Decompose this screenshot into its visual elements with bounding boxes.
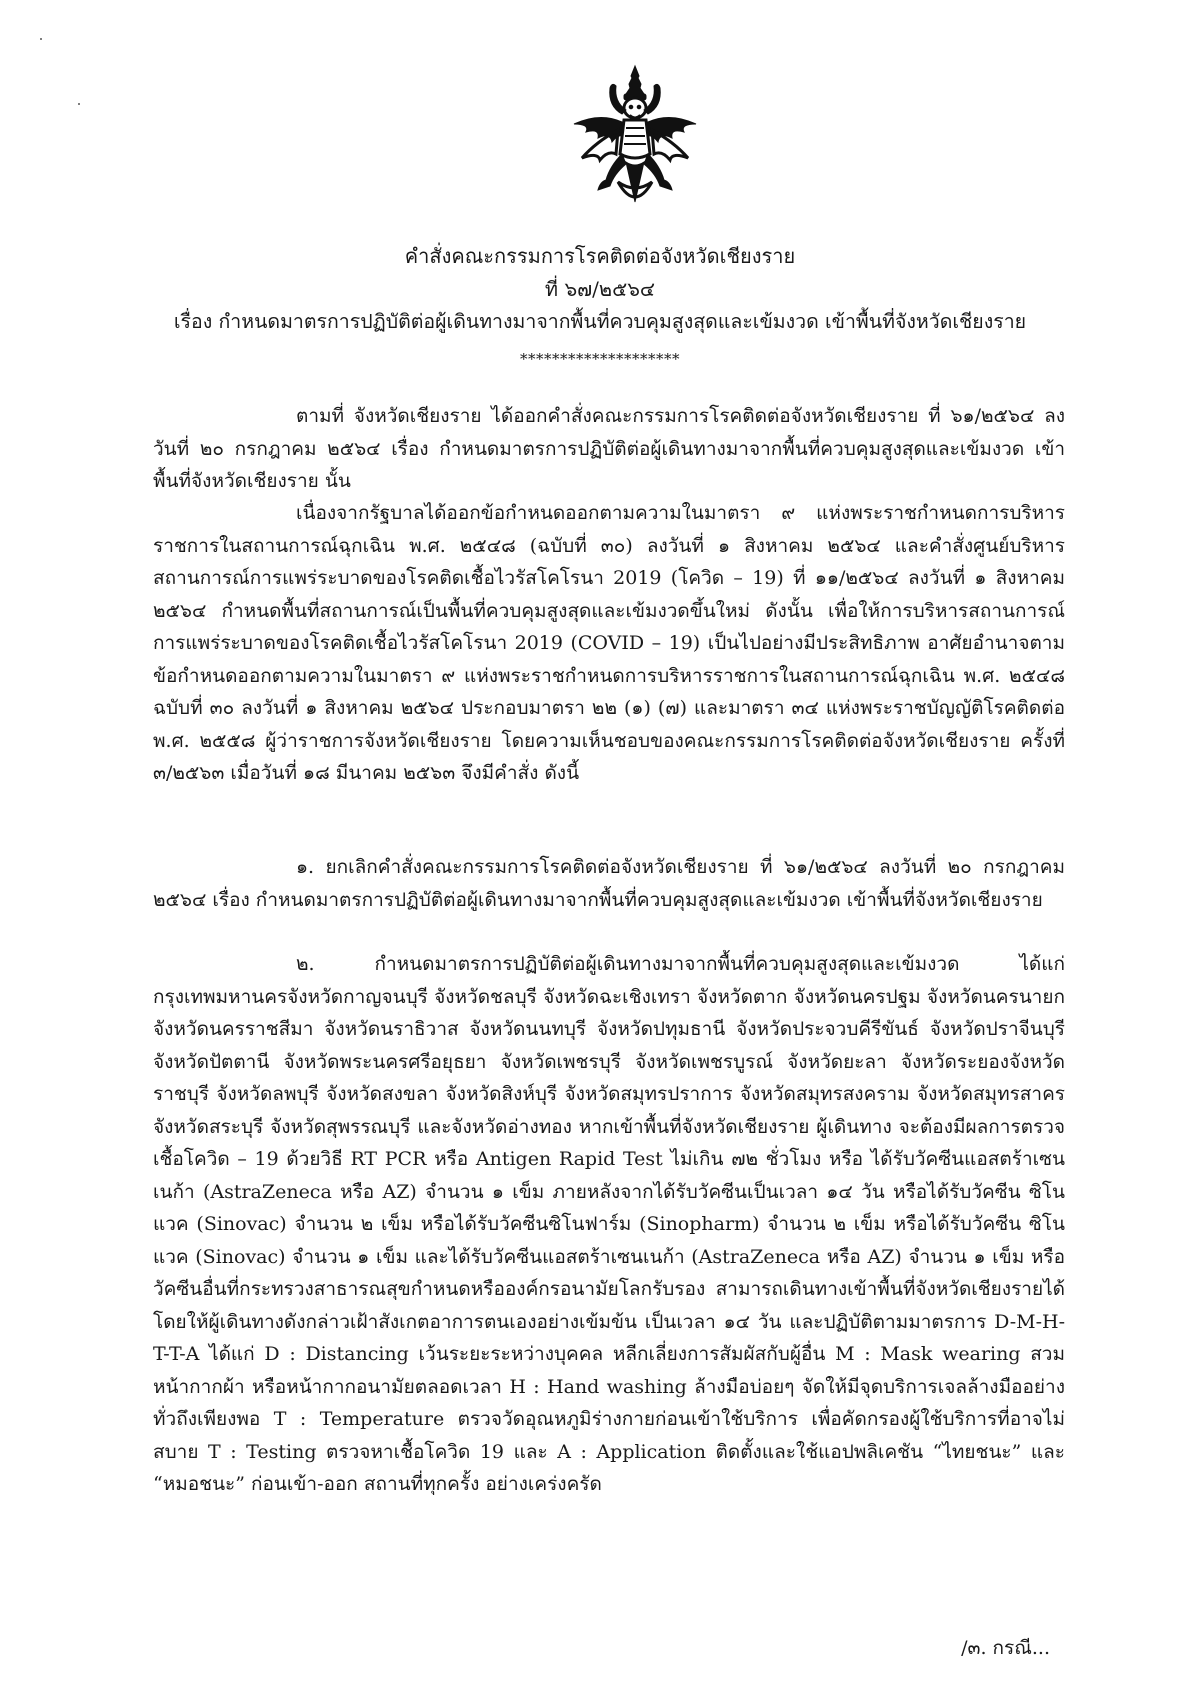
scan-speck <box>40 38 42 40</box>
order-subject: เรื่อง กำหนดมาตรการปฏิบัติต่อผู้เดินทางมาจากพื้นที่ควบคุมสูงสุดและเข้มงวด เข้าพื้นที่จังหวัดเชียงราย <box>173 310 1027 333</box>
order-title: คำสั่งคณะกรรมการโรคติดต่อจังหวัดเชียงราย <box>404 244 796 268</box>
page-continuation: /๓. กรณี... <box>961 1637 1050 1659</box>
garuda-emblem-icon <box>560 62 710 212</box>
paragraph-authority: เนื่องจากรัฐบาลได้ออกข้อกำหนดออกตามความในมาตรา ๙ แห่งพระราชกำหนดการบริหารราชการในสถานการณ์ฉุกเฉิน พ.ศ. ๒๕๔๘ (ฉบับที่ ๓๐) ลงวันที่ ๑ สิงหาคม ๒๕๖๔ และคำสั่งศูนย์บริหารสถานการณ์การแพร่ระบาดของโรคติดเชื้อไวรัสโคโรนา 2019 (โควิด – 19) ที่ ๑๑/๒๕๖๔ ลงวันที่ ๑ สิงหาคม ๒๕๖๔ กำหนดพื้นที่สถานการณ์เป็นพื้นที่ควบคุมสูงสุดและเข้มงวดขึ้นใหม่ ดังนั้น เพื่อให้การบริหารสถานการณ์การแพร่ระบาดของโรคติดเชื้อไวรัสโคโรนา 2019 (COVID – 19) เป็นไปอย่างมีประสิทธิภาพ อาศัยอำนาจตามข้อกำหนดออกตามความในมาตรา ๙ แห่งพระราชกำหนดการบริหารราชการในสถานการณ์ฉุกเฉิน พ.ศ. ๒๕๔๘ ฉบับที่ ๓๐ ลงวันที่ ๑ สิงหาคม ๒๕๖๔ ประกอบมาตรา ๒๒ (๑) (๗) และมาตรา ๓๔ แห่งพระราชบัญญัติโรคติดต่อ พ.ศ. ๒๕๕๘ ผู้ว่าราชการจังหวัดเชียงราย โดยความเห็นชอบของคณะกรรมการโรคติดต่อจังหวัดเชียงราย ครั้งที่ ๓/๒๕๖๓ เมื่อวันที่ ๑๘ มีนาคม ๒๕๖๓ จึงมีคำสั่ง ดังนี้ <box>153 502 1065 784</box>
paragraph-item-2: ๒. กำหนดมาตรการปฏิบัติต่อผู้เดินทางมาจากพื้นที่ควบคุมสูงสุดและเข้มงวด ได้แก่ กรุงเทพมหานครจังหวัดกาญจนบุรี จังหวัดชลบุรี จังหวัดฉะเชิงเทรา จังหวัดตาก จังหวัดนครปฐม จังหวัดนครนายก จังหวัดนครราชสีมา จังหวัดนราธิวาส จังหวัดนนทบุรี จังหวัดปทุมธานี จังหวัดประจวบคีรีขันธ์ จังหวัดปราจีนบุรีจังหวัดปัตตานี จังหวัดพระนครศรีอยุธยา จังหวัดเพชรบุรี จังหวัดเพชรบูรณ์ จังหวัดยะลา จังหวัดระยองจังหวัดราชบุรี จังหวัดลพบุรี จังหวัดสงขลา จังหวัดสิงห์บุรี จังหวัดสมุทรปราการ จังหวัดสมุทรสงคราม จังหวัดสมุทรสาคร จังหวัดสระบุรี จังหวัดสุพรรณบุรี และจังหวัดอ่างทอง หากเข้าพื้นที่จังหวัดเชียงราย ผู้เดินทาง จะต้องมีผลการตรวจเชื้อโควิด – 19 ด้วยวิธี RT PCR หรือ Antigen Rapid Test ไม่เกิน ๗๒ ชั่วโมง หรือ ได้รับวัคซีนแอสตร้าเซนเนก้า (AstraZeneca หรือ AZ) จำนวน ๑ เข็ม ภายหลังจากได้รับวัคซีนเป็นเวลา ๑๔ วัน หรือได้รับวัคซีน ซิโนแวค (Sinovac) จำนวน ๒ เข็ม หรือได้รับวัคซีนซิโนฟาร์ม (Sinopharm) จำนวน ๒ เข็ม หรือได้รับวัคซีน ซิโนแวค (Sinovac) จำนวน ๑ เข็ม และได้รับวัคซีนแอสตร้าเซนเนก้า (AstraZeneca หรือ AZ) จำนวน ๑ เข็ม หรือวัคซีนอื่นที่กระทรวงสาธารณสุขกำหนดหรือองค์กรอนามัยโลกรับรอง สามารถเดินทางเข้าพื้นที่จังหวัดเชียงรายได้ โดยให้ผู้เดินทางดังกล่าวเฝ้าสังเกตอาการตนเองอย่างเข้มข้น เป็นเวลา ๑๔ วัน และปฏิบัติตามมาตรการ D-M-H-T-T-A ได้แก่ D : Distancing เว้นระยะระหว่างบุคคล หลีกเลี่ยงการสัมผัสกับผู้อื่น M : Mask wearing สวมหน้ากากผ้า หรือหน้ากากอนามัยตลอดเวลา H : Hand washing ล้างมือบ่อยๆ จัดให้มีจุดบริการเจลล้างมืออย่างทั่วถึงเพียงพอ T : Temperature ตรวจวัดอุณหภูมิร่างกายก่อนเข้าใช้บริการ เพื่อคัดกรองผู้ใช้บริการที่อาจไม่สบาย T : Testing ตรวจหาเชื้อโควิด 19 และ A : Application ติดตั้งและใช้แอปพลิเคชัน “ไทยชนะ” และ “หมอชนะ” ก่อนเข้า-ออก สถานที่ทุกครั้ง อย่างเคร่งครัด <box>153 953 1065 1495</box>
separator-line: ******************** <box>520 350 680 368</box>
scan-speck <box>78 103 80 105</box>
paragraph-reference: ตามที่ จังหวัดเชียงราย ได้ออกคำสั่งคณะกรรมการโรคติดต่อจังหวัดเชียงราย ที่ ๖๑/๒๕๖๔ ลงวันที่ ๒๐ กรกฎาคม ๒๕๖๔ เรื่อง กำหนดมาตรการปฏิบัติต่อผู้เดินทางมาจากพื้นที่ควบคุมสูงสุดและเข้มงวด เข้าพื้นที่จังหวัดเชียงราย นั้น <box>153 405 1065 492</box>
paragraph-item-1: ๑. ยกเลิกคำสั่งคณะกรรมการโรคติดต่อจังหวัดเชียงราย ที่ ๖๑/๒๕๖๔ ลงวันที่ ๒๐ กรกฎาคม ๒๕๖๔ เรื่อง กำหนดมาตรการปฏิบัติต่อผู้เดินทางมาจากพื้นที่ควบคุมสูงสุดและเข้มงวด เข้าพื้นที่จังหวัดเชียงราย <box>153 856 1065 911</box>
order-number: ที่ ๖๗/๒๕๖๔ <box>544 277 656 301</box>
